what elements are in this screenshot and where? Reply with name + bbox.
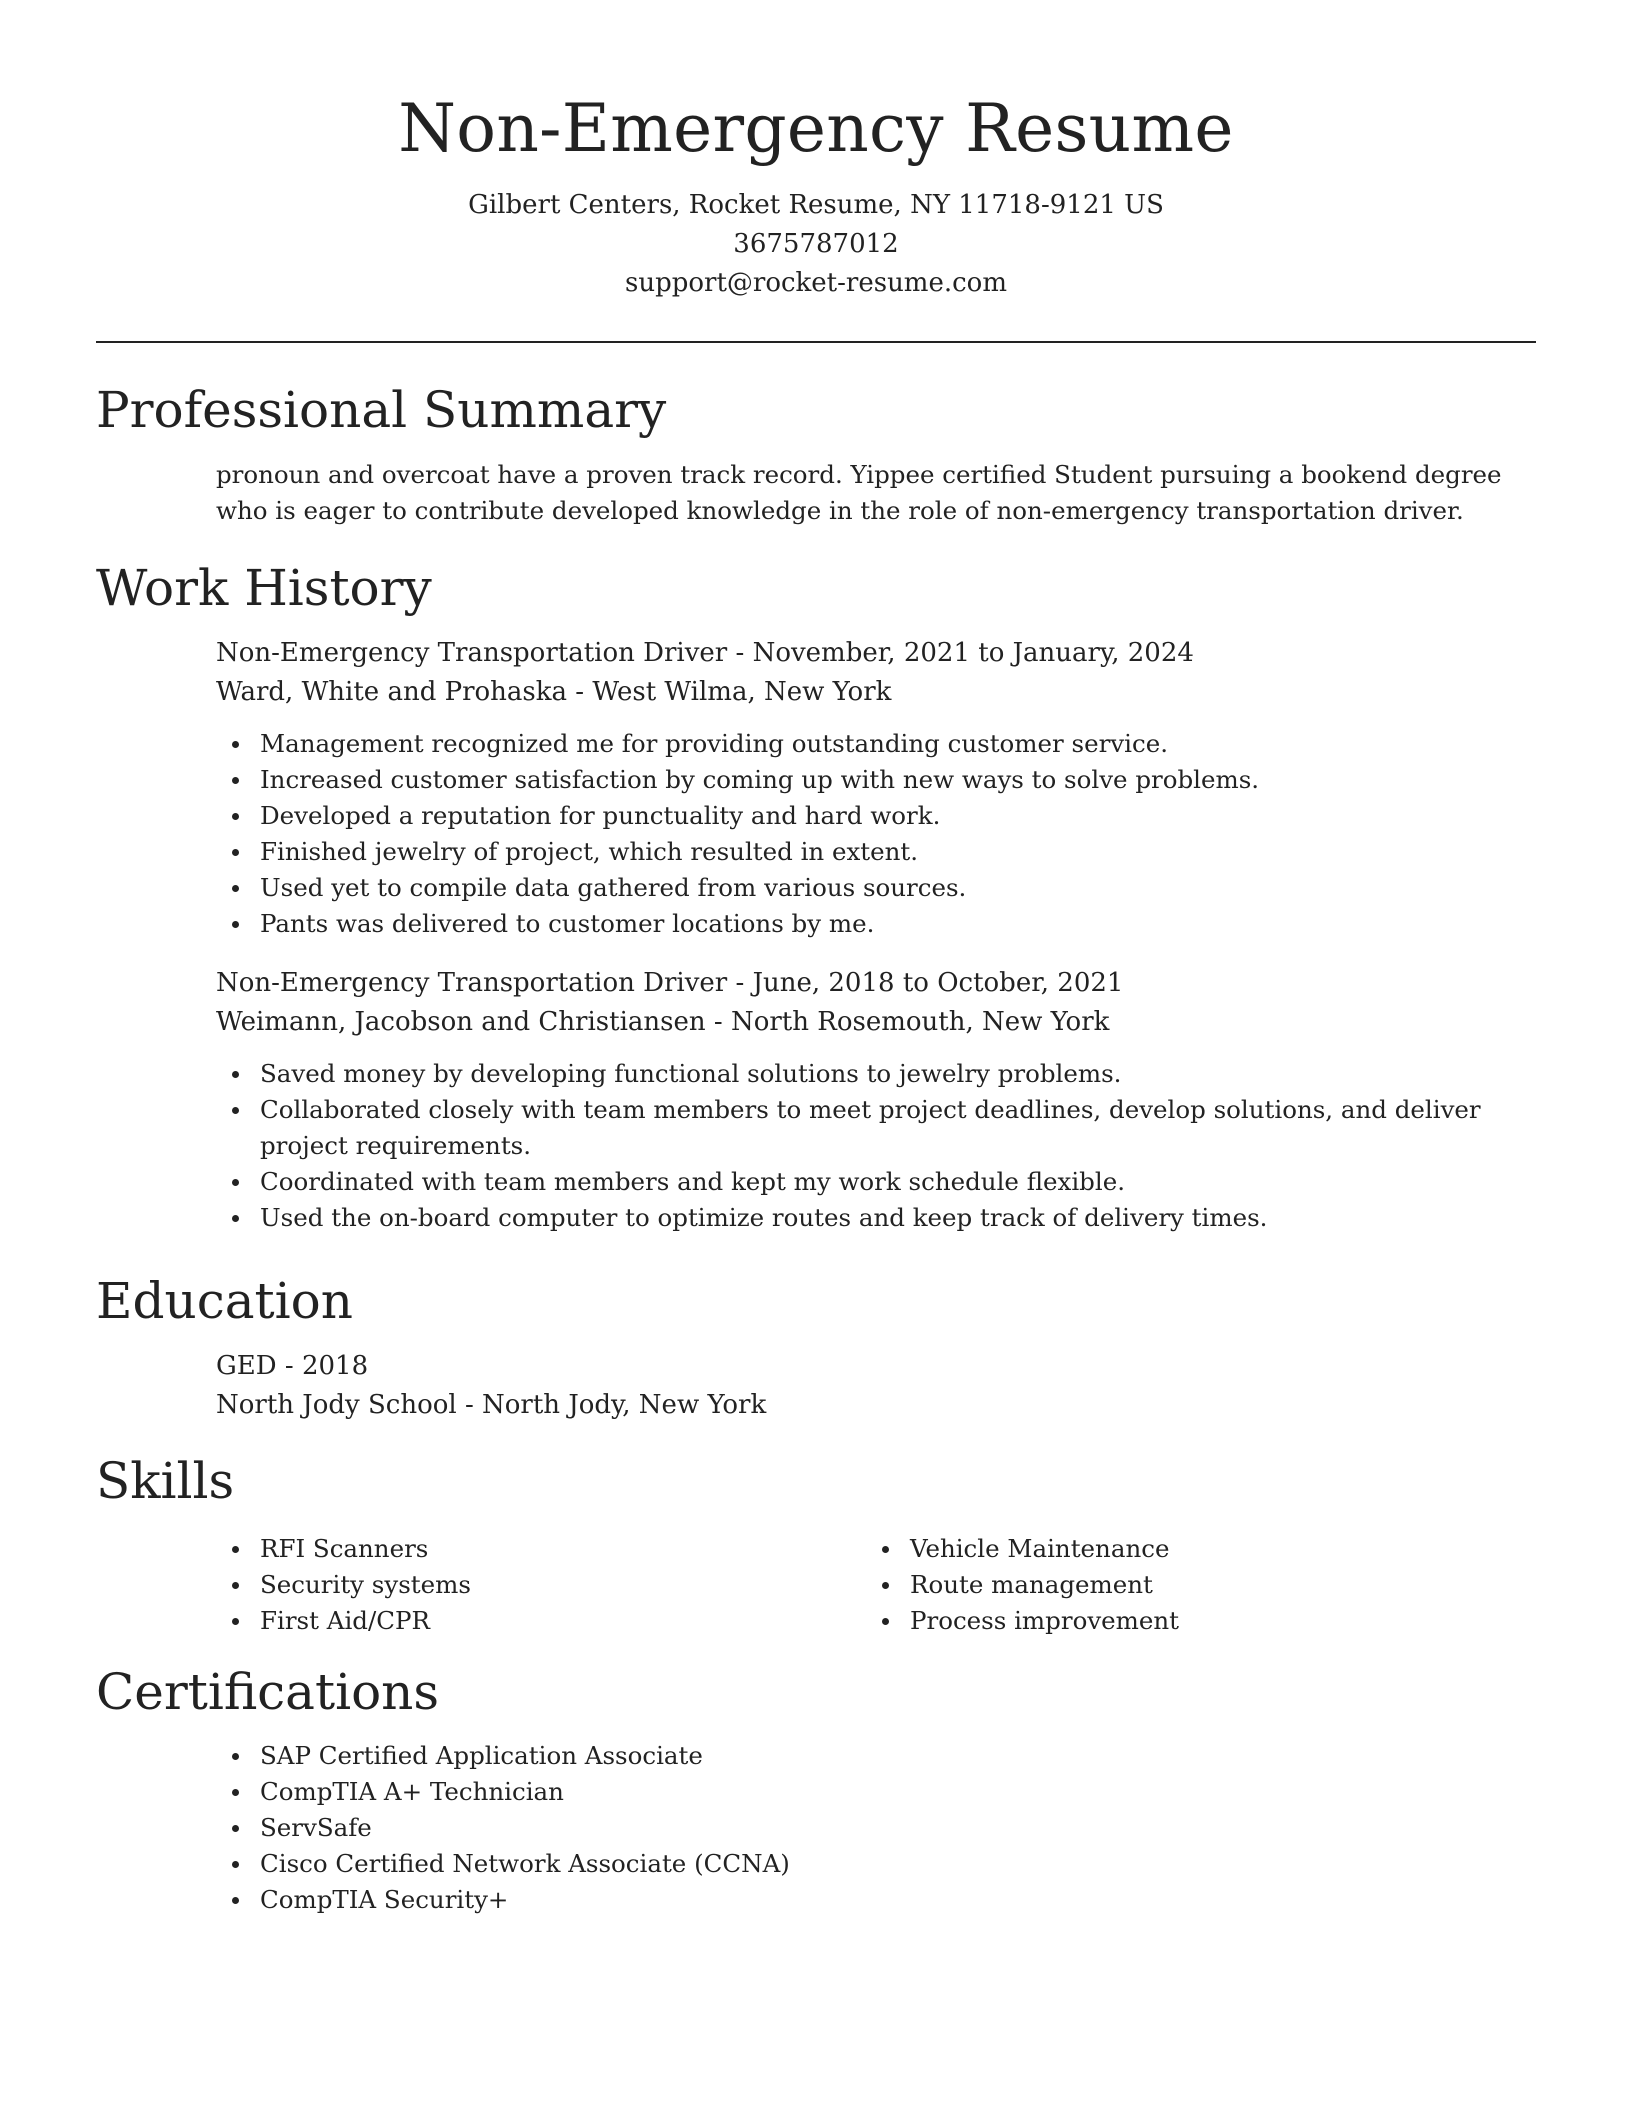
- job-entry: [96, 634, 1536, 942]
- job-company: Weimann, Jacobson and Christiansen: [216, 1007, 706, 1037]
- skills-list: [216, 1531, 866, 1639]
- certifications-heading: Certifications: [96, 1663, 440, 1721]
- skills-heading: Skills: [96, 1452, 235, 1510]
- skill-item: Vehicle Maintenance: [910, 1531, 1516, 1567]
- job-entry: [96, 964, 1536, 1236]
- job-title-line: [216, 634, 1536, 673]
- summary-section: [96, 378, 1536, 529]
- education-year: 2018: [301, 1351, 369, 1381]
- certifications-section: [96, 1660, 1536, 1918]
- education-separator: -: [284, 1351, 302, 1381]
- job-location: North Rosemouth, New York: [730, 1007, 1110, 1037]
- job-bullets: [216, 726, 1536, 942]
- job-dates: June, 2018 to October, 2021: [752, 968, 1124, 998]
- education-separator: -: [464, 1390, 483, 1420]
- job-bullet: Coordinated with team members and kept my work schedule flexible.: [260, 1164, 1536, 1200]
- job-title-line: [216, 964, 1536, 1003]
- job-separator: -: [735, 638, 753, 668]
- job-bullet: Saved money by developing functional solutions to jewelry problems.: [260, 1056, 1536, 1092]
- certification-item: CompTIA A+ Technician: [260, 1774, 1536, 1810]
- education-location: North Jody, New York: [482, 1390, 767, 1420]
- job-bullet: Developed a reputation for punctuality and hard work.: [260, 798, 1536, 834]
- job-company: Ward, White and Prohaska: [216, 677, 568, 707]
- contact-email: support@rocket-resume.com: [624, 268, 1007, 298]
- job-location: West Wilma, New York: [592, 677, 892, 707]
- job-bullet: Pants was delivered to customer locations by me.: [260, 906, 1536, 942]
- skills-body: [96, 1517, 1536, 1639]
- resume-header: [0, 0, 1632, 303]
- contact-phone: 3675787012: [733, 229, 899, 259]
- summary-heading: Professional Summary: [96, 381, 667, 439]
- education-school-line: [216, 1386, 1536, 1425]
- education-heading: Education: [96, 1272, 353, 1330]
- education-entry: [96, 1347, 1536, 1425]
- summary-body: [96, 457, 1536, 529]
- contact-info: [0, 186, 1632, 303]
- job-title: Non-Emergency Transportation Driver: [216, 968, 728, 998]
- skill-item: Process improvement: [910, 1603, 1516, 1639]
- job-bullet: Used the on-board computer to optimize routes and keep track of delivery times.: [260, 1200, 1536, 1236]
- skill-item: RFI Scanners: [260, 1531, 866, 1567]
- job-bullet: Finished jewelry of project, which resulted in extent.: [260, 834, 1536, 870]
- job-title: Non-Emergency Transportation Driver: [216, 638, 728, 668]
- skills-list: [866, 1531, 1516, 1639]
- certification-item: SAP Certified Application Associate: [260, 1738, 1536, 1774]
- job-bullet: Used yet to compile data gathered from various sources.: [260, 870, 1536, 906]
- certification-item: CompTIA Security+: [260, 1882, 1536, 1918]
- work-section: [96, 556, 1536, 1236]
- education-school: North Jody School: [216, 1390, 457, 1420]
- skill-item: Security systems: [260, 1567, 866, 1603]
- certifications-list: [216, 1738, 1536, 1918]
- candidate-name: Non-Emergency Resume: [398, 90, 1234, 167]
- job-dates: November, 2021 to January, 2024: [752, 638, 1194, 668]
- skills-column-right: [866, 1517, 1516, 1639]
- job-bullet: Collaborated closely with team members to meet project deadlines, develop solutions, and deliver project requirements.: [260, 1092, 1536, 1164]
- contact-address: Gilbert Centers, Rocket Resume, NY 11718-9121 US: [468, 190, 1164, 220]
- header-divider: [96, 341, 1536, 343]
- job-bullets: [216, 1056, 1536, 1236]
- education-section: [96, 1269, 1536, 1425]
- job-bullet: Management recognized me for providing outstanding customer service.: [260, 726, 1536, 762]
- summary-text: pronoun and overcoat have a proven track record. Yippee certified Student pursuing a bookend degree who is eager to contribute developed knowledge in the role of non-emergency transportation driver.: [216, 460, 1502, 525]
- education-degree-line: [216, 1347, 1536, 1386]
- skill-item: Route management: [910, 1567, 1516, 1603]
- job-company-line: [216, 1003, 1536, 1042]
- job-separator: -: [735, 968, 753, 998]
- skills-grid: [216, 1517, 1536, 1639]
- job-separator: -: [713, 1007, 731, 1037]
- skill-item: First Aid/CPR: [260, 1603, 866, 1639]
- job-separator: -: [575, 677, 593, 707]
- skills-column-left: [216, 1517, 866, 1639]
- certification-item: ServSafe: [260, 1810, 1536, 1846]
- certification-item: Cisco Certified Network Associate (CCNA): [260, 1846, 1536, 1882]
- education-degree: GED: [216, 1351, 277, 1381]
- certifications-body: [96, 1738, 1536, 1918]
- skills-section: [96, 1449, 1536, 1639]
- work-heading: Work History: [96, 559, 432, 617]
- job-company-line: [216, 673, 1536, 712]
- job-bullet: Increased customer satisfaction by coming up with new ways to solve problems.: [260, 762, 1536, 798]
